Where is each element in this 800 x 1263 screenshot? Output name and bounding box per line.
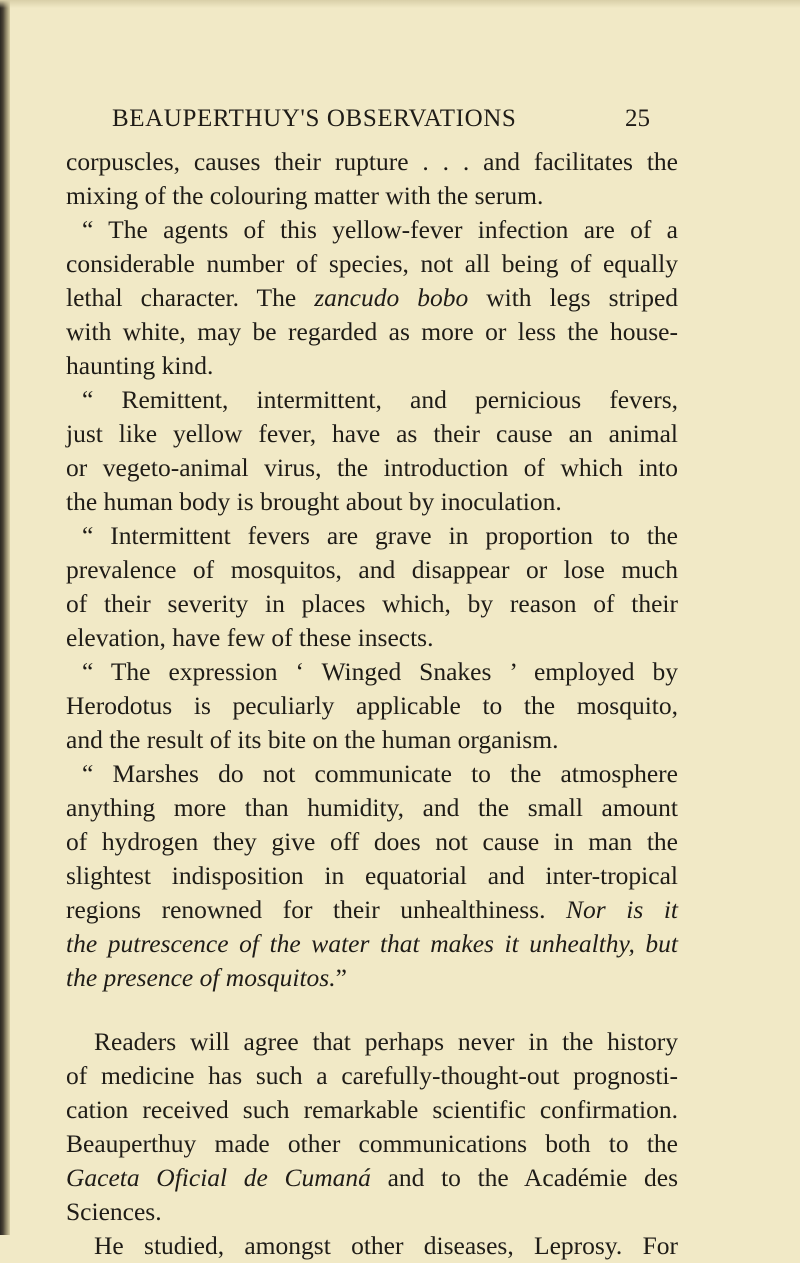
text-line: of their severity in places which, by reason of their [66,589,678,618]
text-line: considerable number of species, not all being of equally [66,249,678,278]
text-line: slightest indisposition in equatorial and inter-tropical [66,861,678,890]
text-line: Herodotus is peculiarly applicable to the mosquito, [66,691,678,720]
text-line: He studied, amongst other diseases, Leprosy. For [94,1231,678,1260]
text-run: with legs striped [486,283,679,312]
text-line [66,927,678,961]
text-line: Readers will agree that perhaps never in the history [94,1027,678,1056]
book-gutter-edge [0,0,10,1235]
text-line: “ The expression ‘ Winged Snakes ’ employed by [82,657,678,686]
page-top-shade [0,0,800,8]
italic-emphasis: Nor is it [566,895,678,924]
text-line [66,961,678,995]
text-line: corpuscles, causes their rupture . . . and facilitates the [66,147,678,176]
closing-quote: ” [335,963,347,992]
paragraph-gap [66,995,678,1025]
text-line: mixing of the colouring matter with the serum. [66,181,544,210]
text-line: with white, may be regarded as more or less the house- [66,317,678,346]
page-number: 25 [625,105,650,132]
italic-emphasis: the presence of mosquitos. [66,963,336,992]
text-line [66,893,678,927]
text-line: or vegeto-animal virus, the introduction of which into [66,453,678,482]
text-line: “ Remittent, intermittent, and pernicious fevers, [82,385,678,414]
text-line: “ The agents of this yellow-fever infection are of a [82,215,678,244]
body-text [66,145,678,1263]
running-head: BEAUPERTHUY'S OBSERVATIONS [112,105,517,132]
text-line: prevalence of mosquitos, and disappear or lose much [66,555,678,584]
text-line: elevation, have few of these insects. [66,623,434,652]
text-run: and to the Académie des [387,1163,679,1192]
text-line [66,281,678,315]
text-line: and the result of its bite on the human organism. [66,725,559,754]
text-line: Sciences. [66,1197,162,1226]
species-name-italic: zancudo bobo [314,283,469,312]
text-line: “ Marshes do not communicate to the atmosphere [82,759,678,788]
text-line: of hydrogen they give off does not cause in man the [66,827,678,856]
text-line: anything more than humidity, and the small amount [66,793,678,822]
text-run: lethal character. The [66,283,297,312]
text-line [66,1161,678,1195]
text-line: “ Intermittent fevers are grave in proportion to the [82,521,678,550]
text-line: Beauperthuy made other communications both to the [66,1129,678,1158]
italic-emphasis: the putrescence of the water that makes it unhealthy, but [66,929,678,958]
page-header [0,105,800,141]
text-line: the human body is brought about by inoculation. [66,487,562,516]
text-line: of medicine has such a carefully-thought-out prognosti- [66,1061,678,1090]
text-line: cation received such remarkable scientific confirmation. [66,1095,678,1124]
text-line: just like yellow fever, have as their cause an animal [66,419,678,448]
text-line: haunting kind. [66,351,214,380]
publication-title-italic: Gaceta Oficial de Cumaná [66,1163,371,1192]
text-run: regions renowned for their unhealthiness. [66,895,546,924]
